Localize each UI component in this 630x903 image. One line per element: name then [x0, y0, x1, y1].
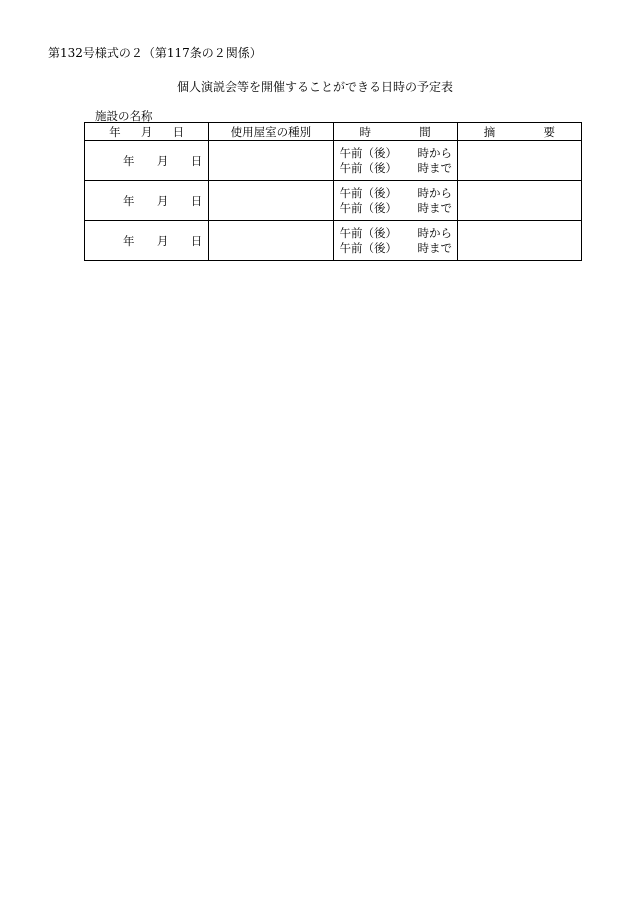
room-type-cell[interactable]	[209, 141, 333, 181]
start-suffix-label: 時から	[417, 225, 452, 240]
end-suffix-label: 時まで	[417, 200, 452, 215]
month-label: 月	[156, 193, 169, 208]
facility-name-label: 施設の名称	[95, 109, 153, 123]
day-label: 日	[190, 193, 203, 208]
room-type-cell[interactable]	[209, 221, 333, 261]
form-title: 個人演説会等を開催することができる日時の予定表	[176, 80, 453, 94]
year-label: 年	[123, 193, 135, 208]
note-cell[interactable]	[457, 221, 581, 261]
date-cell[interactable]	[85, 181, 209, 221]
table-row	[85, 181, 582, 221]
date-cell[interactable]	[85, 141, 209, 181]
end-ampm-label: 午前（後）	[339, 160, 397, 175]
start-suffix-label: 時から	[417, 145, 452, 160]
schedule-table	[84, 122, 582, 261]
month-label: 月	[156, 233, 169, 248]
end-suffix-label: 時まで	[417, 160, 452, 175]
start-ampm-label: 午前（後）	[339, 145, 397, 160]
note-cell[interactable]	[457, 141, 581, 181]
year-label: 年	[123, 233, 135, 248]
start-ampm-label: 午前（後）	[339, 225, 397, 240]
header-date	[85, 123, 209, 141]
header-note-you: 要	[543, 124, 555, 139]
header-row	[85, 123, 582, 141]
time-cell[interactable]	[333, 221, 457, 261]
header-date-month: 月	[140, 124, 153, 139]
header-room-type: 使用屋室の種別	[209, 123, 333, 141]
header-time-ji: 時	[359, 124, 371, 139]
end-ampm-label: 午前（後）	[339, 200, 397, 215]
header-time-kan: 間	[419, 124, 431, 139]
day-label: 日	[190, 233, 203, 248]
room-type-cell[interactable]	[209, 181, 333, 221]
header-note	[457, 123, 581, 141]
day-label: 日	[190, 153, 203, 168]
form-number: 第132号様式の２（第117条の２関係）	[48, 46, 262, 60]
start-ampm-label: 午前（後）	[339, 185, 397, 200]
year-label: 年	[123, 153, 135, 168]
table-row	[85, 141, 582, 181]
table-row	[85, 221, 582, 261]
header-date-day: 日	[172, 124, 185, 139]
time-cell[interactable]	[333, 181, 457, 221]
date-cell[interactable]	[85, 221, 209, 261]
end-suffix-label: 時まで	[417, 240, 452, 255]
start-suffix-label: 時から	[417, 185, 452, 200]
header-date-year: 年	[109, 124, 121, 139]
month-label: 月	[156, 153, 169, 168]
header-note-teki: 摘	[483, 124, 496, 139]
time-cell[interactable]	[333, 141, 457, 181]
end-ampm-label: 午前（後）	[339, 240, 397, 255]
header-time	[333, 123, 457, 141]
note-cell[interactable]	[457, 181, 581, 221]
